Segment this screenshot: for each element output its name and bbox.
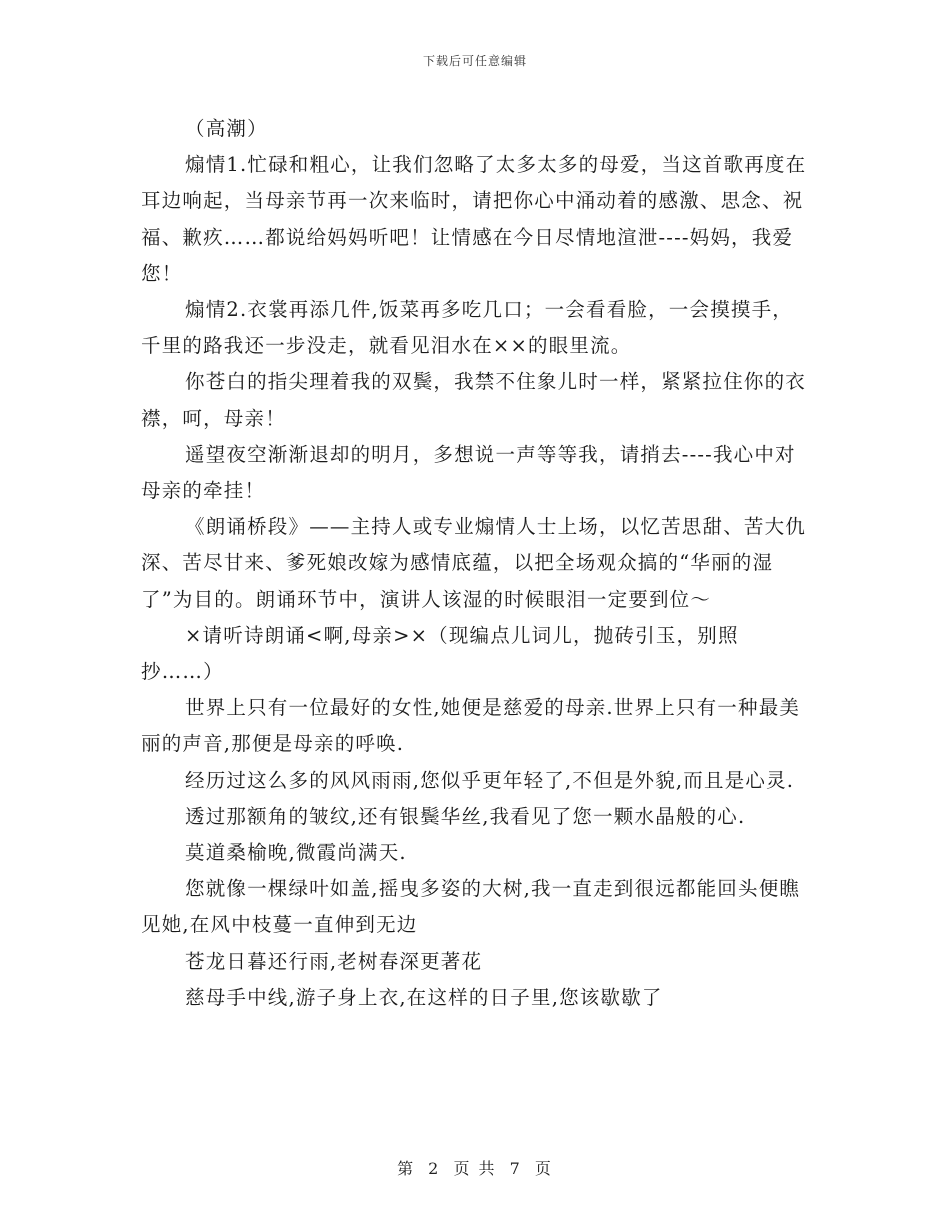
paragraph: 煽情2.衣裳再添几件,饭菜再多吃几口；一会看看脸，一会摸摸手，千里的路我还一步没走，就看见泪水在××的眼里流。 [141, 298, 794, 358]
paragraph: 苍龙日暮还行雨,老树春深更著花 [185, 949, 483, 973]
paragraph: 经历过这么多的风风雨雨,您似乎更年轻了,不但是外貌,而且是心灵. [185, 768, 795, 792]
page-header: 下载后可任意编辑 [422, 54, 527, 68]
paragraph: 你苍白的指尖理着我的双鬓，我禁不住象儿时一样，紧紧拉住你的衣襟，呵，母亲！ [141, 370, 807, 430]
paragraph: 您就像一棵绿叶如盖,摇曳多姿的大树,我一直走到很远都能回头便瞧见她,在风中枝蔓一直伸到无边 [141, 877, 801, 937]
paragraph: ×请听诗朗诵<啊,母亲>×（现编点儿词儿，抛砖引玉，别照抄……） [141, 623, 739, 684]
paragraph-climax-heading: （高潮） [185, 117, 268, 140]
paragraph: 透过那额角的皱纹,还有银鬓华丝,我看见了您一颗水晶般的心. [185, 804, 746, 828]
current-page-number: 2 [428, 1159, 441, 1178]
paragraph: 慈母手中线,游子身上衣,在这样的日子里,您该歇歇了 [185, 985, 663, 1009]
footer-prefix: 第 [397, 1159, 416, 1178]
paragraph: 遥望夜空渐渐退却的明月，多想说一声等等我，请捎去----我心中对母亲的牵挂！ [141, 442, 796, 503]
footer-middle: 页 共 [453, 1159, 497, 1178]
footer-suffix: 页 [534, 1159, 553, 1178]
paragraph: 世界上只有一位最好的女性,她便是慈爱的母亲.世界上只有一种最美丽的声音,那便是母亲的呼唤. [141, 696, 801, 756]
body-text [141, 111, 811, 1016]
paragraph: 莫道桑榆晚,微霞尚满天. [185, 841, 407, 865]
total-page-count: 7 [509, 1159, 522, 1178]
page-footer [0, 1156, 950, 1179]
paragraph: 煽情1.忙碌和粗心，让我们忽略了太多太多的母爱，当这首歌再度在耳边响起，当母亲节再一次来临时，请把你心中涌动着的感激、思念、祝福、歉疚……都说给妈妈听吧！让情感在今日尽情地渲泄----妈妈，我爱您！ [141, 153, 807, 285]
paragraph: 《朗诵桥段》——主持人或专业煽情人士上场，以忆苦思甜、苦大仇深、苦尽甘来、爹死娘改嫁为感情底蕴，以把全场观众搞的“华丽的湿了”为目的。朗诵环节中，演讲人该湿的时候眼泪一定要到位～ [141, 515, 807, 611]
